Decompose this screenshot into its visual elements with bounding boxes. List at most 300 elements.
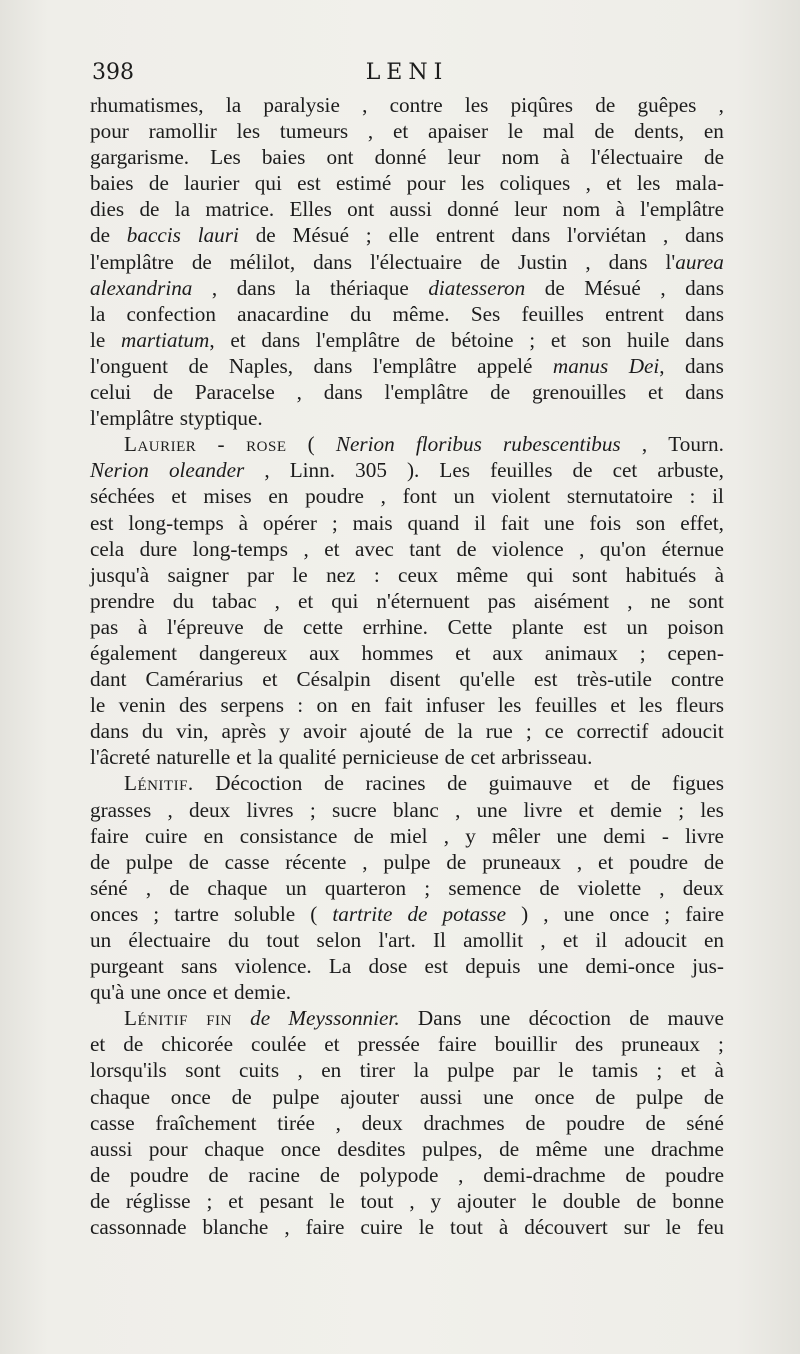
word: fraîchement	[155, 1110, 257, 1135]
word: opérer	[262, 510, 317, 535]
word: tout	[360, 1188, 394, 1213]
text-line	[90, 588, 724, 614]
word: même.	[392, 301, 450, 326]
word: donné	[447, 197, 499, 222]
word: ,	[585, 249, 591, 274]
word: la	[257, 745, 273, 770]
word: un	[453, 484, 475, 509]
word: rubescentibus	[502, 432, 621, 457]
word: le	[531, 1188, 547, 1213]
word: et	[262, 667, 278, 692]
word: dans	[685, 301, 724, 326]
word: deux	[361, 1110, 403, 1135]
word: ,	[167, 797, 173, 822]
word: double	[562, 1188, 621, 1213]
word: il	[712, 484, 724, 509]
word: avec	[354, 536, 394, 561]
word: de	[446, 849, 467, 874]
word: aux	[309, 640, 340, 665]
word: tumeurs	[279, 119, 349, 144]
word: serpens	[220, 693, 285, 718]
text-line	[90, 405, 724, 431]
word: adoucit	[624, 928, 687, 952]
word: du	[141, 719, 164, 744]
word: coulée	[250, 1032, 307, 1057]
word: qualité	[278, 745, 337, 770]
word: coliques	[499, 171, 571, 196]
text-line	[90, 979, 724, 1005]
word: poudre	[665, 1162, 724, 1187]
word: l'âcreté	[90, 745, 151, 770]
word: arbuste,	[657, 458, 724, 483]
word: huile	[627, 327, 670, 352]
word: :	[373, 562, 380, 587]
word: ajouter	[340, 1084, 400, 1109]
word: sont	[185, 1058, 221, 1083]
word: ,	[576, 849, 583, 874]
word: faire	[305, 1215, 345, 1240]
word: à	[714, 1058, 724, 1083]
word: et	[171, 484, 187, 509]
word: fois	[589, 510, 622, 535]
word: racines	[365, 771, 426, 796]
word: dans	[685, 380, 724, 405]
text-line	[90, 1005, 724, 1031]
word: consistance	[239, 823, 338, 848]
word: aussi	[90, 1136, 133, 1161]
word: jus-	[692, 954, 724, 979]
word: manus	[552, 353, 609, 378]
word: de	[645, 1110, 666, 1135]
text-line	[90, 483, 724, 509]
word: de	[407, 901, 428, 926]
text-line	[90, 614, 724, 640]
page-number: 398	[92, 60, 134, 85]
word: les	[464, 93, 489, 117]
word: et	[647, 380, 664, 405]
word: y	[465, 823, 476, 848]
word: un	[626, 614, 648, 639]
word: ,	[455, 797, 461, 822]
word: et	[90, 1032, 106, 1057]
word: pour	[406, 171, 446, 196]
word: de	[630, 771, 651, 796]
word: faire	[90, 823, 129, 848]
word: pulpe	[272, 1084, 320, 1109]
word: de	[703, 145, 724, 170]
word: le	[558, 1058, 574, 1083]
word: faire	[437, 1032, 477, 1057]
word: tout	[266, 928, 300, 952]
word: feu	[696, 1215, 724, 1240]
word: de	[188, 353, 209, 378]
word: purgeant	[90, 954, 164, 979]
word: une	[556, 823, 588, 848]
word: ,	[662, 223, 669, 248]
word: Tourn.	[668, 432, 724, 457]
word: miel	[389, 823, 428, 848]
word: poudre	[129, 1162, 189, 1187]
word: de	[208, 1162, 229, 1187]
text-line	[90, 1162, 724, 1188]
word: même	[535, 1136, 588, 1161]
text-line	[90, 275, 724, 301]
word: les	[636, 171, 661, 196]
word: du	[350, 301, 372, 326]
word: ;	[365, 223, 372, 248]
word: deux	[682, 875, 724, 900]
word: le	[507, 119, 524, 144]
word: fin	[206, 1006, 232, 1031]
word: La	[328, 954, 352, 979]
word: de	[231, 1084, 252, 1109]
text-line	[90, 353, 724, 379]
text-line	[90, 1214, 724, 1240]
word: aussi	[389, 197, 432, 222]
word: baccis	[126, 223, 181, 248]
word: semence	[448, 875, 522, 900]
word: livre	[523, 797, 563, 822]
word: dans	[90, 719, 129, 744]
text-line	[90, 327, 724, 353]
word: qui	[331, 588, 359, 613]
text-line	[90, 144, 724, 170]
word: est	[583, 614, 607, 639]
word: poudre	[566, 1110, 625, 1135]
word: entrent	[435, 223, 495, 248]
word: de	[415, 327, 436, 352]
text-line	[90, 1188, 724, 1214]
word: Camérarius	[145, 667, 244, 692]
word: figues	[672, 771, 724, 796]
word: ce	[544, 719, 564, 744]
word: tartrite	[332, 901, 393, 926]
word: Lénitif.	[124, 771, 194, 796]
word: également	[90, 640, 178, 665]
word: ,	[145, 875, 152, 900]
word: les	[236, 119, 261, 144]
word: et	[550, 327, 567, 352]
word: chaque	[207, 875, 268, 900]
word: ;	[525, 719, 532, 744]
word: et	[598, 849, 614, 874]
word: aux	[492, 640, 523, 665]
word: pas	[487, 588, 516, 613]
text-line	[90, 1084, 724, 1110]
text-line	[90, 823, 724, 849]
word: la	[295, 275, 311, 300]
word: ,	[335, 1110, 341, 1135]
word: demi	[603, 823, 646, 848]
word: confection	[126, 301, 216, 326]
word: de	[539, 875, 560, 900]
word: et	[392, 119, 409, 144]
word: de	[594, 119, 615, 144]
word: à	[498, 1215, 509, 1240]
text-line	[90, 249, 724, 275]
word: les	[497, 693, 522, 718]
word: depuis	[465, 954, 521, 979]
word: estimé	[336, 171, 392, 196]
word: de	[444, 745, 465, 770]
text-line	[90, 666, 724, 692]
word: chaque	[204, 1136, 265, 1161]
word: en	[350, 693, 371, 718]
word: ,	[543, 901, 549, 926]
word: qu'à	[90, 980, 125, 1005]
word: ,	[274, 588, 280, 613]
word: ,	[264, 458, 270, 483]
text-line	[90, 1136, 724, 1162]
word: de	[424, 719, 445, 744]
word: ,	[659, 875, 665, 900]
word: celui	[90, 380, 132, 405]
word: ne	[650, 588, 671, 613]
word: ,	[303, 536, 309, 561]
word: ;	[639, 640, 646, 665]
word: est	[424, 954, 449, 979]
word: le	[418, 1215, 434, 1240]
word: (	[307, 432, 315, 457]
word: et	[455, 640, 471, 665]
word: selon	[316, 928, 362, 952]
word: ;	[529, 327, 536, 352]
word: thériaque	[329, 275, 409, 300]
word: pruneaux	[621, 1032, 701, 1057]
word: -	[661, 823, 669, 848]
word: once	[609, 901, 650, 926]
word: leur	[514, 197, 548, 222]
word: cassonnade	[90, 1215, 187, 1240]
word: once	[170, 1084, 211, 1109]
word: ;	[424, 875, 431, 900]
word: de	[479, 249, 500, 274]
word: à	[137, 614, 148, 639]
word: hommes	[361, 640, 434, 665]
word: une	[130, 980, 161, 1005]
word: dans	[261, 327, 301, 352]
word: et	[228, 1188, 244, 1213]
word: son	[635, 510, 666, 535]
word: bonne	[672, 1188, 724, 1213]
word: long-temps	[128, 510, 224, 535]
word: après	[221, 719, 267, 744]
word: de	[544, 275, 565, 300]
word: dies	[90, 197, 125, 222]
word: tout	[449, 1215, 483, 1240]
word: Il	[433, 928, 446, 952]
word: le	[665, 1215, 681, 1240]
word: Nerion	[335, 432, 395, 457]
text-line	[90, 797, 724, 823]
word: sont	[571, 562, 608, 587]
text-line	[90, 692, 724, 718]
word: est	[297, 171, 321, 196]
word: pernicieuse	[342, 745, 439, 770]
word: nom	[501, 145, 540, 170]
text-line	[90, 849, 724, 875]
text-line	[90, 431, 724, 457]
word: mauve	[667, 1006, 724, 1031]
word: de	[499, 1136, 520, 1161]
word: qui	[254, 171, 282, 196]
word: de	[255, 223, 276, 248]
word: en	[703, 928, 724, 952]
word: errhine.	[362, 614, 428, 639]
text-line	[90, 770, 724, 796]
word: ;	[206, 1188, 213, 1213]
word: ,	[458, 1162, 464, 1187]
word: Cette	[447, 614, 493, 639]
word: il	[474, 510, 486, 535]
word: la	[90, 301, 106, 326]
word: de	[323, 771, 344, 796]
word: pulpe	[125, 849, 173, 874]
word: n'éternuent	[376, 588, 470, 613]
word: de	[90, 849, 110, 874]
word: dans	[323, 380, 363, 405]
text-line	[90, 170, 724, 196]
text-line	[90, 744, 724, 770]
word: de	[90, 1188, 110, 1213]
word: avoir	[302, 719, 347, 744]
word: ;	[678, 797, 685, 822]
word: jusqu'à	[90, 562, 150, 587]
word: dans	[685, 327, 724, 352]
word: amollit	[463, 928, 524, 952]
running-head: LENI	[365, 60, 449, 85]
text-line	[90, 92, 724, 118]
word: y	[279, 719, 290, 744]
text-line	[90, 1031, 724, 1057]
word: l'emplâtre	[90, 406, 174, 431]
word: ,	[284, 1215, 290, 1240]
word: once	[280, 1136, 321, 1161]
word: ;	[717, 1032, 724, 1057]
word: un	[285, 875, 307, 900]
word: onces	[90, 901, 139, 926]
word: cet	[612, 458, 638, 483]
word: en	[268, 484, 289, 509]
word: et	[212, 980, 229, 1005]
word: récente	[285, 849, 347, 874]
word: matrice.	[205, 197, 275, 222]
word: violence.	[234, 954, 312, 979]
word: ,	[362, 849, 368, 874]
word: :	[689, 484, 696, 509]
word: dans	[313, 353, 353, 378]
word: Lénitif	[124, 1006, 188, 1031]
word: pulpe	[383, 849, 431, 874]
word: ,	[585, 171, 591, 196]
text-line	[90, 640, 724, 666]
text-line	[90, 222, 724, 248]
word: dangereux	[198, 640, 288, 665]
word: rue	[485, 719, 513, 744]
word: cepen-	[667, 640, 724, 665]
word: dose	[368, 954, 408, 979]
word: tant	[409, 536, 442, 561]
word: dans	[313, 249, 352, 274]
word: éternue	[661, 536, 724, 561]
word: laurier	[184, 171, 240, 196]
word: sternutatoire	[566, 484, 673, 509]
word: l'orviétan	[567, 223, 647, 248]
text-line	[90, 953, 724, 979]
word: ).	[406, 458, 420, 483]
word: ont	[326, 145, 354, 170]
word: dure	[139, 536, 178, 561]
word: qu'on	[599, 536, 647, 561]
word: :	[297, 693, 304, 718]
text-line	[90, 927, 724, 953]
word: poudre	[629, 849, 689, 874]
word: dans	[511, 223, 551, 248]
word: le	[90, 693, 106, 718]
word: quarteron	[324, 875, 407, 900]
word: violence	[491, 536, 564, 561]
word: violent	[491, 484, 551, 509]
word: Mésué	[292, 223, 349, 248]
word: et	[230, 327, 246, 352]
word: est	[534, 667, 558, 692]
word: pas	[90, 614, 119, 639]
word: once	[166, 980, 207, 1005]
word: tartre	[174, 901, 219, 926]
word: fait	[384, 693, 413, 718]
word: une	[543, 510, 575, 535]
word: pulpe	[447, 1058, 495, 1083]
word: (	[310, 901, 318, 926]
word: demie	[610, 797, 662, 822]
word: pulpe	[636, 1084, 684, 1109]
word: et	[324, 1032, 340, 1057]
word: de	[525, 1110, 546, 1135]
word: et	[324, 536, 340, 561]
word: mala-	[675, 171, 724, 196]
word: de	[595, 1084, 616, 1109]
word: et	[680, 1058, 697, 1083]
word: prendre	[90, 588, 155, 613]
word: de	[703, 849, 724, 874]
word: ajouté	[359, 719, 412, 744]
word: ,	[367, 119, 374, 144]
word: diatesseron	[428, 275, 526, 300]
word: baies	[90, 171, 134, 196]
word: est	[90, 510, 114, 535]
word: contre	[389, 93, 443, 117]
word: à	[238, 510, 249, 535]
word: tamis	[592, 1058, 638, 1083]
word: Ses	[470, 301, 501, 326]
word: rose	[246, 432, 287, 457]
word: une	[563, 901, 595, 926]
word: faire	[685, 901, 724, 926]
word: Nerion	[90, 458, 149, 483]
word: de	[636, 1188, 657, 1213]
word: et	[606, 171, 622, 196]
word: cela	[90, 536, 125, 561]
word: ;	[656, 1058, 663, 1083]
word: décoction	[528, 1006, 611, 1031]
word: once	[534, 1084, 575, 1109]
word: lauri	[197, 223, 239, 248]
word: livre	[685, 823, 724, 848]
word: ,	[409, 1188, 415, 1213]
word: adoucit	[661, 719, 724, 744]
word: sont	[688, 588, 724, 613]
word: arbrisseau.	[501, 745, 593, 770]
